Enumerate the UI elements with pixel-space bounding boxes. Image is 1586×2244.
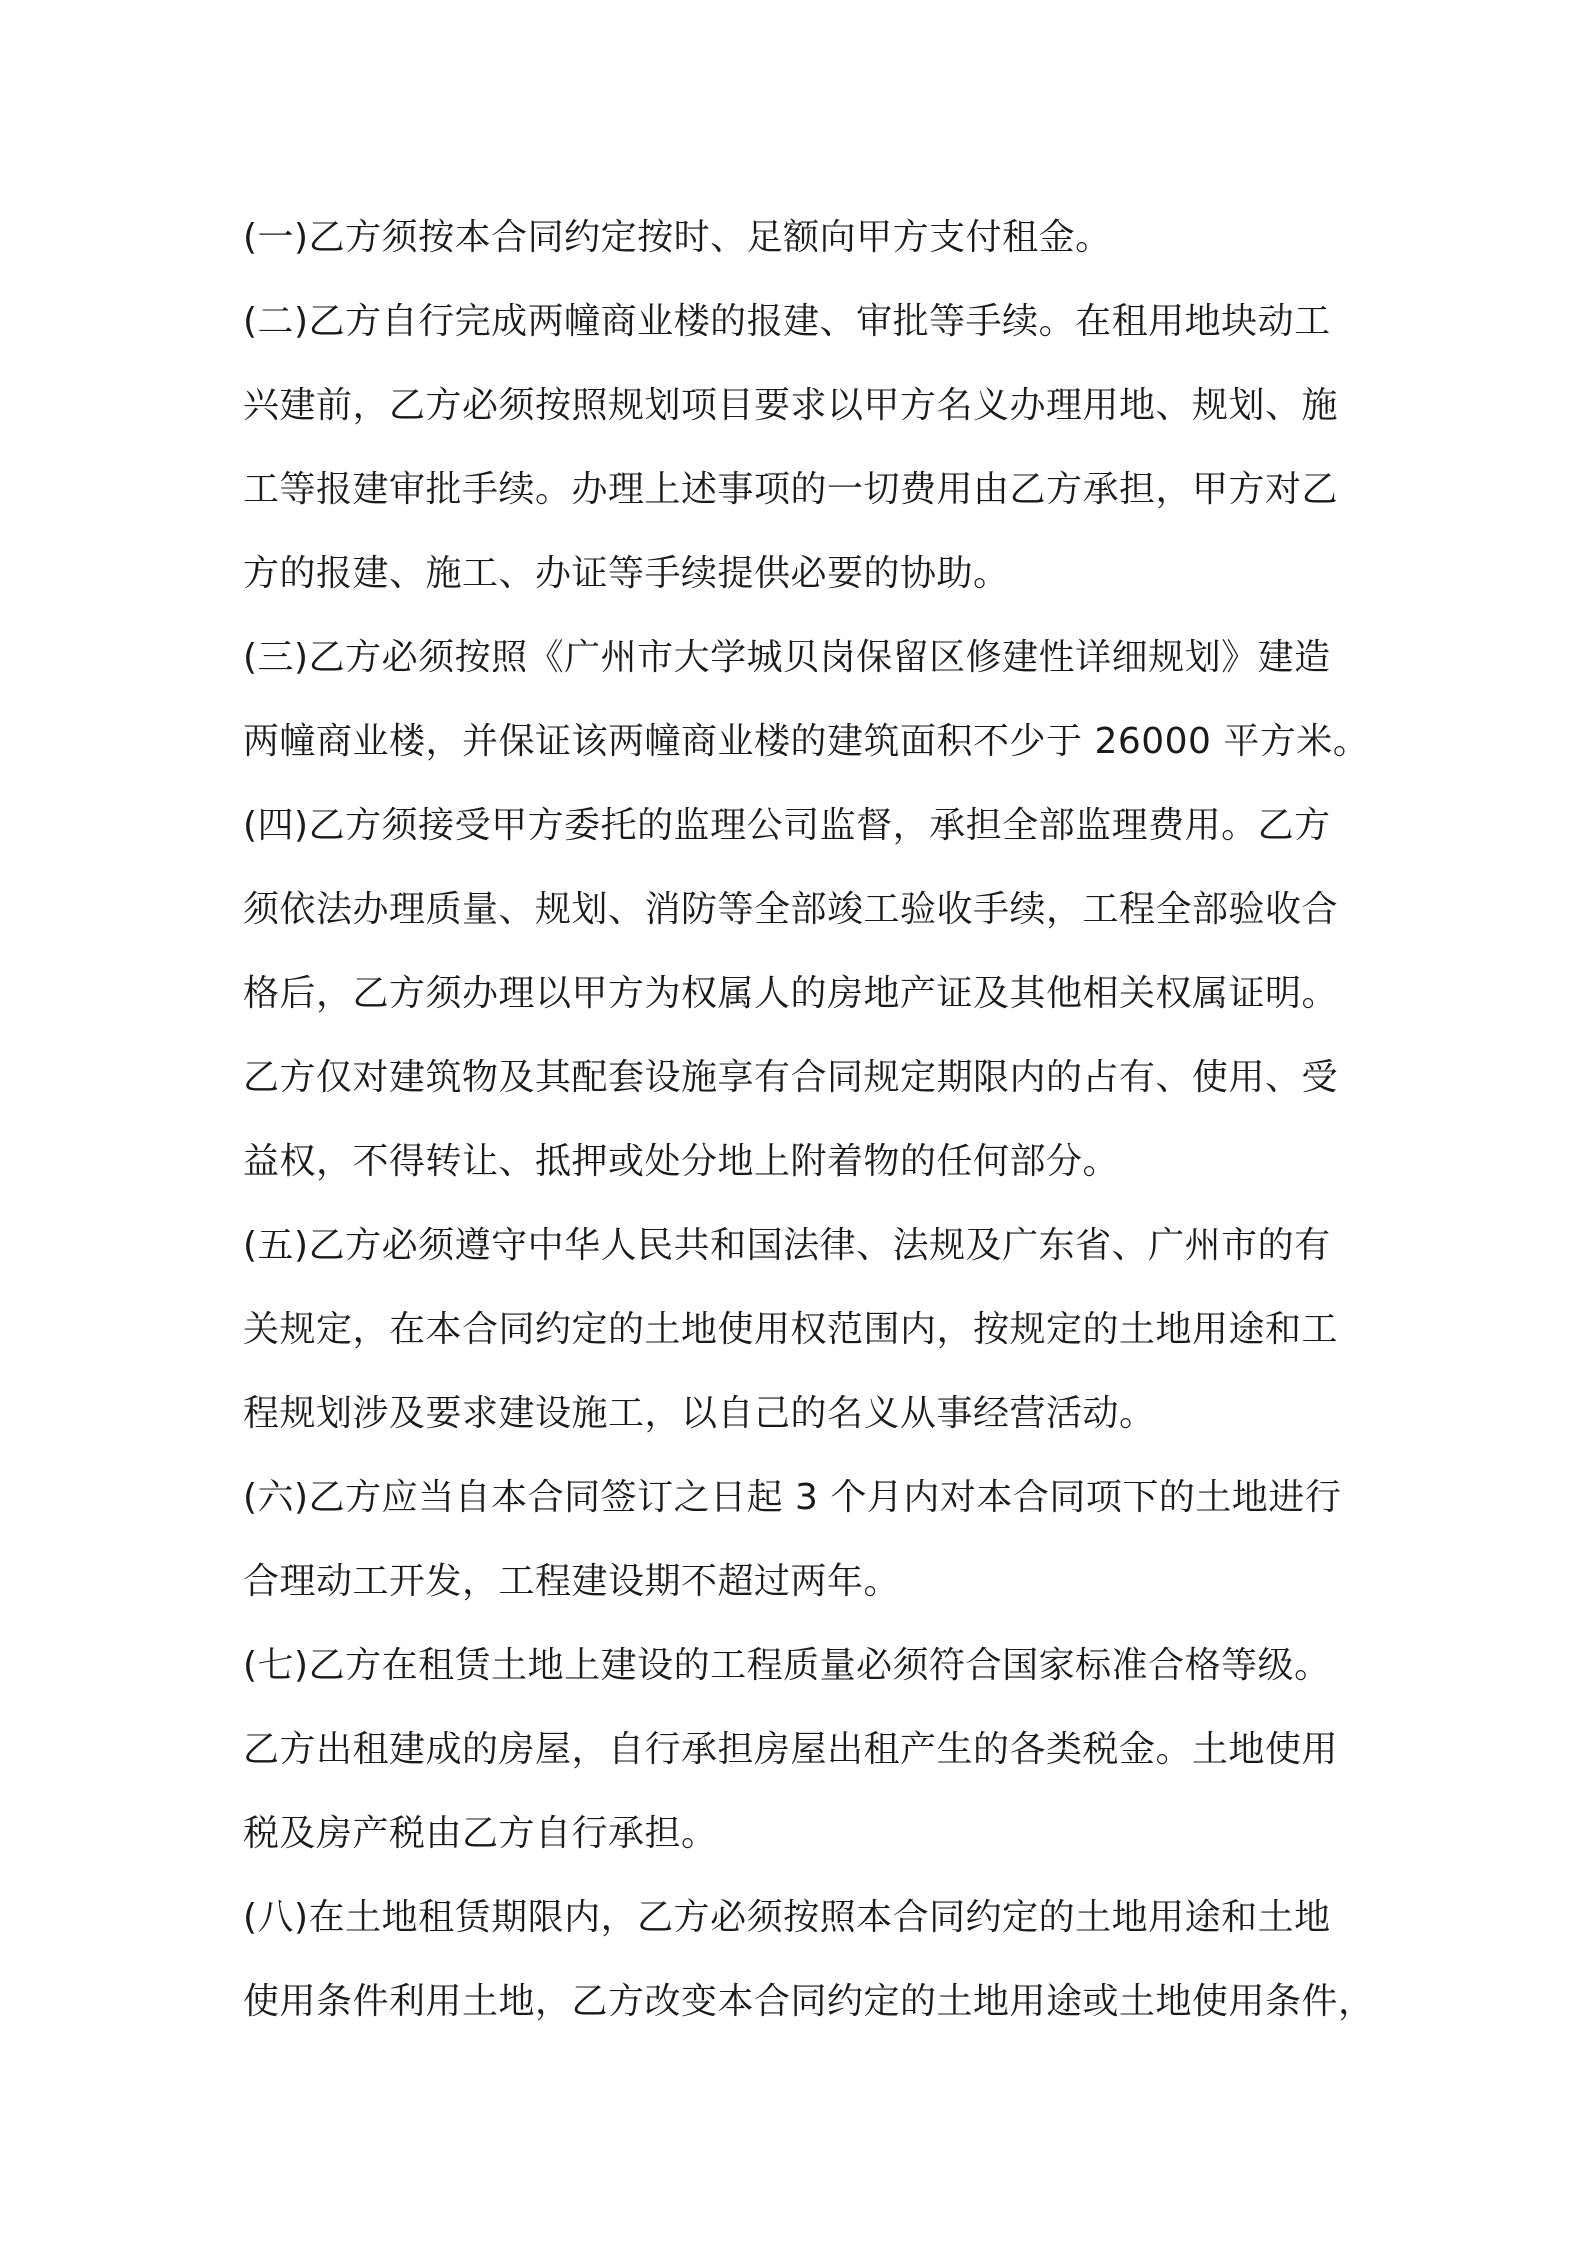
- text-line: 益权，不得转让、抵押或处分地上附着物的任何部分。: [243, 1141, 1120, 1182]
- text-line: (四)乙方须接受甲方委托的监理公司监督，承担全部监理费用。乙方: [243, 805, 1331, 846]
- text-line: 两幢商业楼，并保证该两幢商业楼的建筑面积不少于 26000 平方米。: [243, 721, 1370, 762]
- text-line: 格后，乙方须办理以甲方为权属人的房地产证及其他相关权属证明。: [243, 973, 1339, 1014]
- text-line: 税及房产税由乙方自行承担。: [243, 1813, 718, 1854]
- text-line: 使用条件利用土地，乙方改变本合同约定的土地用途或土地使用条件，: [243, 1981, 1375, 2022]
- text-line: (一)乙方须按本合同约定按时、足额向甲方支付租金。: [243, 217, 1112, 258]
- text-line: (二)乙方自行完成两幢商业楼的报建、审批等手续。在租用地块动工: [243, 301, 1331, 342]
- text-line: 方的报建、施工、办证等手续提供必要的协助。: [243, 553, 1010, 594]
- document-body: [243, 196, 1375, 2044]
- text-line: (七)乙方在租赁土地上建设的工程质量必须符合国家标准合格等级。: [243, 1645, 1331, 1686]
- text-line: 程规划涉及要求建设施工，以自己的名义从事经营活动。: [243, 1393, 1156, 1434]
- text-line: (五)乙方必须遵守中华人民共和国法律、法规及广东省、广州市的有: [243, 1225, 1331, 1266]
- text-line: 合理动工开发，工程建设期不超过两年。: [243, 1561, 901, 1602]
- text-line: 须依法办理质量、规划、消防等全部竣工验收手续，工程全部验收合: [243, 889, 1339, 930]
- text-line: 兴建前，乙方必须按照规划项目要求以甲方名义办理用地、规划、施: [243, 385, 1339, 426]
- text-line: (八)在土地租赁期限内，乙方必须按照本合同约定的土地用途和土地: [243, 1897, 1331, 1938]
- text-line: (六)乙方应当自本合同签订之日起 3 个月内对本合同项下的土地进行: [243, 1477, 1342, 1518]
- text-line: 乙方仅对建筑物及其配套设施享有合同规定期限内的占有、使用、受: [243, 1057, 1339, 1098]
- text-line: (三)乙方必须按照《广州市大学城贝岗保留区修建性详细规划》建造: [243, 637, 1331, 678]
- text-line: 工等报建审批手续。办理上述事项的一切费用由乙方承担，甲方对乙: [243, 469, 1339, 510]
- text-line: 关规定，在本合同约定的土地使用权范围内，按规定的土地用途和工: [243, 1309, 1339, 1350]
- text-line: 乙方出租建成的房屋，自行承担房屋出租产生的各类税金。土地使用: [243, 1729, 1339, 1770]
